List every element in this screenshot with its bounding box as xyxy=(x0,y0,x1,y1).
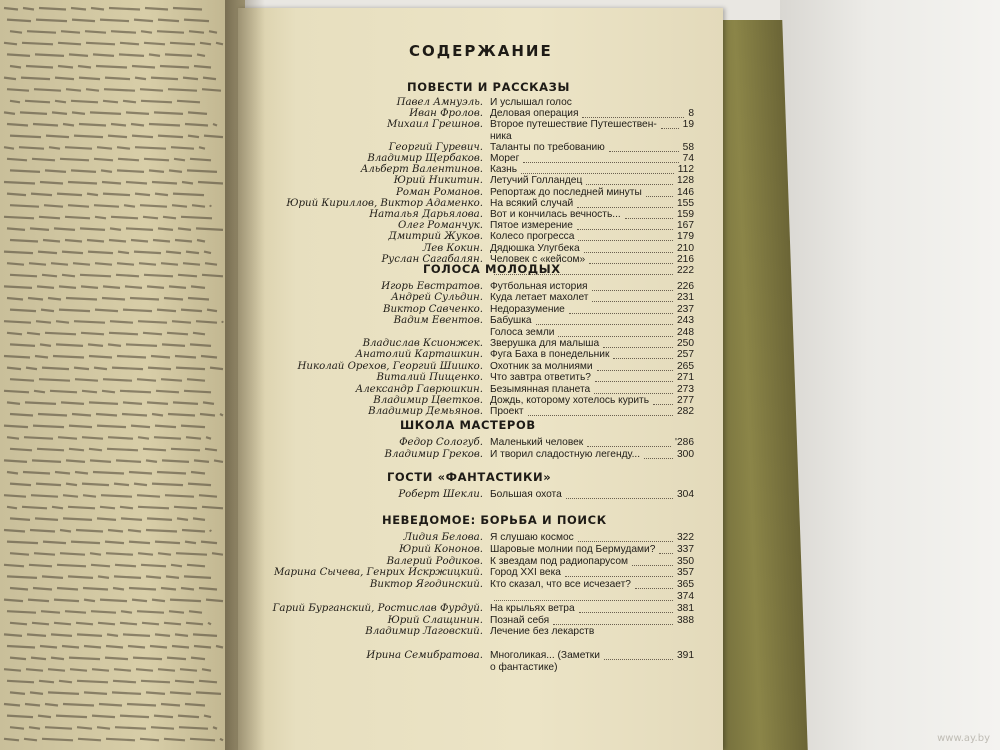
toc-page-number: 322 xyxy=(677,532,694,543)
toc-entry xyxy=(0,361,1000,373)
section-heading: ШКОЛА МАСТЕРОВ xyxy=(400,418,536,432)
toc-entry xyxy=(0,265,1000,277)
toc-page-number: 357 xyxy=(677,567,694,579)
toc-author: Михаил Грешнов. xyxy=(386,119,483,131)
dot-leader xyxy=(604,650,673,660)
toc-author: Гарий Бурганский, Ростислав Фурдуй. xyxy=(272,602,483,614)
dot-leader xyxy=(553,615,673,625)
toc-entry xyxy=(0,556,1000,568)
toc-entry xyxy=(0,131,1000,143)
dot-leader xyxy=(609,142,679,152)
toc-author: Руслан Сагабалян. xyxy=(381,253,483,265)
toc-entry xyxy=(0,254,1000,266)
toc-author: Марина Сычева, Генрих Искржицкий. xyxy=(274,567,483,579)
toc-work-title: Куда летает махолет xyxy=(490,292,589,304)
watermark-text: www.ay.by xyxy=(937,733,990,744)
dot-leader xyxy=(613,349,673,359)
dot-leader xyxy=(659,544,673,554)
toc-page-number: 155 xyxy=(677,197,694,209)
toc-work-title: Таланты по требованию xyxy=(490,141,605,153)
toc-page-number: 226 xyxy=(677,281,694,292)
dot-leader xyxy=(578,231,673,241)
toc-entry xyxy=(0,384,1000,396)
toc-work-title: Пятое измерение xyxy=(490,220,573,232)
toc-entry xyxy=(0,395,1000,407)
dot-leader xyxy=(592,281,673,291)
dot-leader xyxy=(587,437,671,447)
toc-entry xyxy=(0,662,1000,674)
toc-author: Владислав Ксионжек. xyxy=(362,338,483,349)
toc-page-number: 159 xyxy=(677,209,694,220)
dot-leader xyxy=(523,153,679,163)
toc-work-title: Безымянная планета xyxy=(490,383,591,395)
toc-entry xyxy=(0,231,1000,243)
toc-page-number: 8 xyxy=(688,108,694,120)
toc-entry xyxy=(0,281,1000,293)
toc-author: Анатолий Карташкин. xyxy=(355,349,483,361)
toc-work-title: ника xyxy=(490,130,512,142)
dot-leader xyxy=(558,327,673,337)
toc-author: Юрий Кононов. xyxy=(399,543,483,555)
toc-author: Вадим Евентов. xyxy=(393,315,483,327)
page-title: СОДЕРЖАНИЕ xyxy=(409,42,553,60)
toc-author: Роман Романов. xyxy=(396,186,483,198)
toc-page-number: 374 xyxy=(677,591,694,602)
toc-work-title: Дождь, которому хотелось курить xyxy=(490,395,650,406)
toc-page-number: 167 xyxy=(677,220,694,232)
dot-leader xyxy=(632,556,673,566)
toc-entry xyxy=(0,567,1000,579)
toc-work-title: Познай себя xyxy=(490,614,550,626)
toc-work-title: Фуга Баха в понедельник xyxy=(490,349,610,361)
dot-leader xyxy=(589,254,673,264)
toc-page-number: 58 xyxy=(682,141,694,153)
dot-leader xyxy=(646,187,673,197)
toc-page-number: 231 xyxy=(677,292,694,304)
dot-leader xyxy=(566,489,673,499)
toc-author: Роберт Шекли. xyxy=(398,489,483,500)
toc-page-number: 277 xyxy=(677,395,694,406)
toc-work-title: Репортаж до последней минуты xyxy=(490,186,642,198)
toc-entry xyxy=(0,489,1000,501)
toc-page-number: 243 xyxy=(677,315,694,327)
toc-entry xyxy=(0,591,1000,603)
dot-leader xyxy=(494,591,673,601)
toc-page-number: 74 xyxy=(682,153,694,164)
dot-leader xyxy=(625,209,673,219)
toc-page-number: 391 xyxy=(677,650,694,662)
toc-page-number: '286 xyxy=(675,437,694,448)
toc-author: Владимир Лаговский. xyxy=(365,626,483,638)
toc-work-title: На всякий случай xyxy=(490,197,574,209)
toc-work-title: Шаровые молнии под Бермудами? xyxy=(490,543,656,555)
toc-author: Владимир Цветков. xyxy=(373,395,483,406)
toc-work-title: И услышал голос xyxy=(490,97,572,108)
dot-leader xyxy=(577,198,673,208)
toc-author: Георгий Гуревич. xyxy=(388,141,483,153)
toc-author: Ирина Семибратова. xyxy=(366,650,483,662)
section-heading: ПОВЕСТИ И РАССКАЗЫ xyxy=(407,80,570,94)
toc-author: Виктор Савченко. xyxy=(382,303,483,315)
toc-author: Владимир Греков. xyxy=(384,448,483,460)
toc-work-title: Человек с «кейсом» xyxy=(490,253,586,265)
toc-work-title: Дядюшка Улугбека xyxy=(490,242,580,254)
dot-leader xyxy=(644,449,673,459)
toc-author: Иван Фролов. xyxy=(409,108,483,120)
toc-entry xyxy=(0,650,1000,662)
toc-author: Юрий Слащинин. xyxy=(387,614,483,626)
toc-author: Андрей Сульдин. xyxy=(391,292,483,304)
toc-page-number: 237 xyxy=(677,303,694,315)
toc-entry xyxy=(0,579,1000,591)
toc-page-number: 365 xyxy=(677,579,694,591)
dot-leader xyxy=(579,603,673,613)
dot-leader xyxy=(578,532,673,542)
toc-author: Игорь Евстратов. xyxy=(381,281,483,292)
toc-entry xyxy=(0,603,1000,615)
toc-work-title: Я слушаю космос xyxy=(490,532,574,543)
dot-leader xyxy=(494,265,673,275)
toc-work-title: Зверушка для малыша xyxy=(490,338,600,349)
toc-work-title: Бабушка xyxy=(490,315,532,327)
section-heading: ГОСТИ «ФАНТАСТИКИ» xyxy=(387,470,552,484)
toc-work-title: Город XXI века xyxy=(490,567,561,579)
toc-page-number: 179 xyxy=(677,231,694,243)
toc-page-number: 381 xyxy=(677,602,694,614)
dot-leader xyxy=(594,384,673,394)
toc-entry xyxy=(0,164,1000,176)
toc-author: Юрий Кириллов, Виктор Адаменко. xyxy=(286,197,483,209)
toc-entry xyxy=(0,198,1000,210)
dot-leader xyxy=(565,567,673,577)
toc-entry xyxy=(0,97,1000,109)
dot-leader xyxy=(603,338,673,348)
dot-leader xyxy=(521,164,674,174)
toc-page-number: 19 xyxy=(682,119,694,131)
toc-author: Наталья Дарьялова. xyxy=(369,209,483,220)
toc-work-title: Недоразумение xyxy=(490,303,565,315)
toc-author: Олег Романчук. xyxy=(397,220,483,232)
toc-author: Павел Амнуэль. xyxy=(396,97,483,108)
toc-entry xyxy=(0,327,1000,339)
toc-entry xyxy=(0,615,1000,627)
toc-work-title: Второе путешествие Путешествен- xyxy=(490,119,657,131)
toc-work-title: На крыльях ветра xyxy=(490,602,575,614)
toc-author: Валерий Родиков. xyxy=(386,555,483,567)
toc-page-number: 282 xyxy=(677,406,694,418)
toc-entry xyxy=(0,153,1000,165)
toc-entry xyxy=(0,243,1000,255)
dot-leader xyxy=(661,119,679,129)
toc-author: Виктор Ягодинский. xyxy=(369,579,483,591)
toc-page-number: 388 xyxy=(677,614,694,626)
toc-author: Юрий Никитин. xyxy=(393,175,483,187)
dot-leader xyxy=(528,406,673,416)
toc-entry xyxy=(0,108,1000,120)
toc-work-title: Проект xyxy=(490,406,524,418)
toc-entry xyxy=(0,449,1000,461)
toc-author: Лев Кокин. xyxy=(422,242,483,254)
toc-entry xyxy=(0,175,1000,187)
toc-work-title: Что завтра ответить? xyxy=(490,372,591,384)
toc-work-title: Футбольная история xyxy=(490,281,588,292)
toc-page-number: 222 xyxy=(677,265,694,276)
dot-leader xyxy=(595,372,673,382)
toc-entry xyxy=(0,338,1000,350)
dot-leader xyxy=(586,175,673,185)
toc-page-number: 112 xyxy=(677,164,694,176)
toc-work-title: Деловая операция xyxy=(490,108,579,120)
toc-entry xyxy=(0,437,1000,449)
toc-entry xyxy=(0,372,1000,384)
toc-work-title: К звездам под радиопарусом xyxy=(490,555,629,567)
toc-work-title: Большая охота xyxy=(490,489,562,500)
toc-work-title: Кто сказал, что все исчезает? xyxy=(490,579,631,591)
toc-entry xyxy=(0,209,1000,221)
dot-leader xyxy=(582,108,684,118)
dot-leader xyxy=(569,304,673,314)
toc-page-number: 271 xyxy=(677,372,694,384)
toc-entry xyxy=(0,349,1000,361)
dot-leader xyxy=(635,579,673,589)
toc-author: Федор Сологуб. xyxy=(399,437,483,448)
toc-entry xyxy=(0,315,1000,327)
toc-author: Лидия Белова. xyxy=(403,532,483,543)
toc-entry xyxy=(0,142,1000,154)
toc-work-title: Маленький человек xyxy=(490,437,584,448)
toc-entry xyxy=(0,119,1000,131)
toc-page-number: 304 xyxy=(677,489,694,500)
toc-entry xyxy=(0,187,1000,199)
toc-author: Александр Гаврюшкин. xyxy=(355,383,483,395)
dot-leader xyxy=(597,361,673,371)
dot-leader xyxy=(536,315,673,325)
toc-page-number: 146 xyxy=(677,186,694,198)
toc-author: Альберт Валентинов. xyxy=(360,164,483,176)
toc-author: Николай Орехов, Георгий Шишко. xyxy=(297,360,483,372)
toc-work-title: Морег xyxy=(490,153,520,164)
toc-work-title: Колесо прогресса xyxy=(490,231,575,243)
toc-page-number: 273 xyxy=(677,383,694,395)
toc-entry xyxy=(0,532,1000,544)
toc-page-number: 257 xyxy=(677,349,694,361)
toc-author: Владимир Щербаков. xyxy=(367,153,483,164)
dot-leader xyxy=(584,243,673,253)
toc-entry xyxy=(0,626,1000,638)
toc-work-title: Лечение без лекарств xyxy=(490,626,595,638)
toc-work-title: Голоса земли xyxy=(490,326,555,338)
toc-page-number: 350 xyxy=(677,555,694,567)
toc-work-title: Казнь xyxy=(490,164,518,176)
toc-entry xyxy=(0,292,1000,304)
toc-work-title: Многоликая... (Заметки xyxy=(490,650,600,662)
dot-leader xyxy=(592,292,673,302)
dot-leader xyxy=(577,220,673,230)
toc-work-title: Охотник за молниями xyxy=(490,360,593,372)
section-heading: ГОЛОСА МОЛОДЫХ xyxy=(423,262,561,276)
toc-entry xyxy=(0,544,1000,556)
toc-page-number: 265 xyxy=(677,360,694,372)
toc-work-title: И творил сладостную легенду... xyxy=(490,448,641,460)
toc-page-number: 248 xyxy=(677,326,694,338)
toc-work-title: о фантастике) xyxy=(490,662,558,673)
toc-author: Владимир Демьянов. xyxy=(368,406,483,418)
toc-author: Виталий Пищенко. xyxy=(376,372,483,384)
toc-page-number: 128 xyxy=(677,175,694,187)
toc-entry xyxy=(0,220,1000,232)
toc-entry xyxy=(0,406,1000,418)
toc-page-number: 337 xyxy=(677,543,694,555)
dot-leader xyxy=(653,395,673,405)
toc-page-number: 210 xyxy=(677,242,694,254)
section-heading: НЕВЕДОМОЕ: БОРЬБА И ПОИСК xyxy=(382,513,607,527)
toc-page-number: 216 xyxy=(677,253,694,265)
toc-work-title: Вот и кончилась вечность... xyxy=(490,209,621,220)
toc-author: Дмитрий Жуков. xyxy=(388,231,483,243)
toc-page-number: 250 xyxy=(677,338,694,349)
toc-work-title: Летучий Голландец xyxy=(490,175,583,187)
toc-entry xyxy=(0,304,1000,316)
toc-page-number: 300 xyxy=(677,448,694,460)
